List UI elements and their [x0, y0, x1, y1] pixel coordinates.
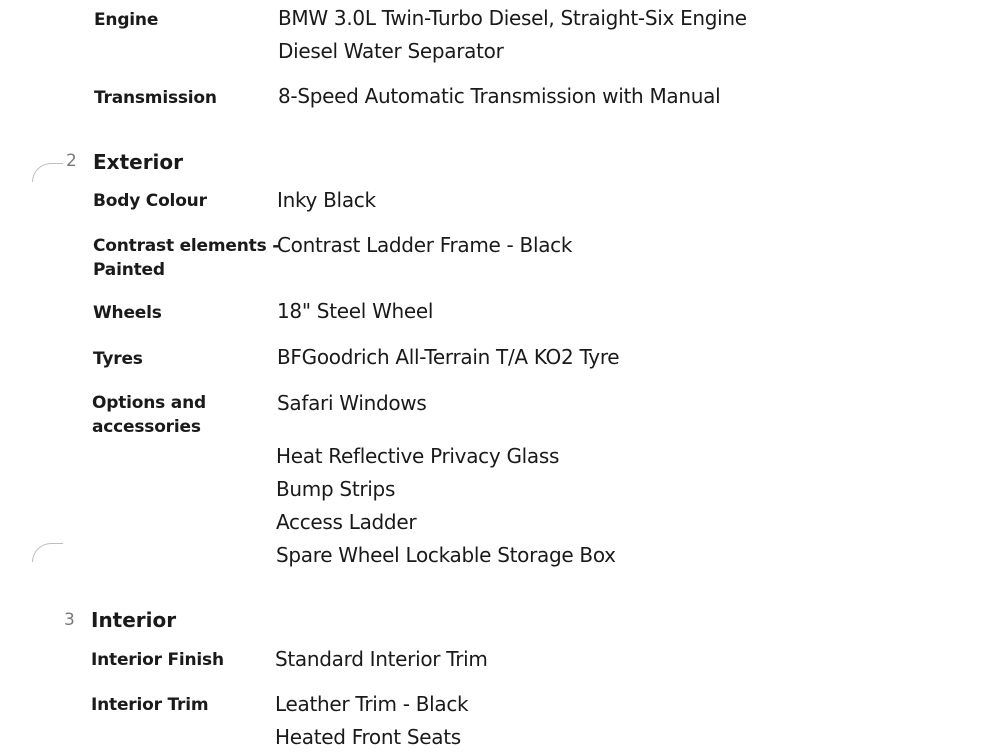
- tyres-label: Tyres: [93, 349, 143, 369]
- option-item: Access Ladder: [276, 510, 417, 534]
- section-number: 2: [66, 151, 77, 171]
- engine-value: BMW 3.0L Twin-Turbo Diesel, Straight-Six Engine: [278, 6, 747, 30]
- interior-trim-label: Interior Trim: [91, 695, 209, 715]
- body-colour-value: Inky Black: [277, 188, 376, 212]
- section-number: 3: [64, 610, 75, 630]
- option-item: Spare Wheel Lockable Storage Box: [276, 543, 616, 567]
- wheels-value: 18" Steel Wheel: [277, 299, 434, 323]
- option-item: Heat Reflective Privacy Glass: [276, 444, 560, 468]
- interior-trim-value: Leather Trim - Black: [275, 692, 469, 716]
- section-title-interior: Interior: [91, 608, 177, 632]
- transmission-value: 8-Speed Automatic Transmission with Manual: [278, 84, 721, 108]
- body-colour-label: Body Colour: [93, 191, 207, 211]
- tyres-value: BFGoodrich All-Terrain T/A KO2 Tyre: [277, 345, 620, 369]
- margin-scan-mark: [32, 543, 63, 562]
- option-item: Safari Windows: [277, 391, 427, 415]
- interior-finish-value: Standard Interior Trim: [275, 647, 488, 671]
- transmission-label: Transmission: [94, 88, 217, 108]
- contrast-elements-label: Painted: [93, 260, 165, 280]
- contrast-elements-label: Contrast elements -: [93, 236, 280, 256]
- interior-finish-label: Interior Finish: [91, 650, 224, 670]
- wheels-label: Wheels: [93, 303, 162, 323]
- contrast-elements-value: Contrast Ladder Frame - Black: [277, 233, 573, 257]
- option-item: Bump Strips: [276, 477, 396, 501]
- engine-label: Engine: [94, 10, 159, 30]
- interior-trim-value: Heated Front Seats: [275, 725, 461, 749]
- options-accessories-label: Options and: [92, 393, 206, 413]
- section-title-exterior: Exterior: [93, 150, 184, 174]
- margin-scan-mark: [32, 163, 63, 182]
- engine-value: Diesel Water Separator: [278, 39, 504, 63]
- options-accessories-label: accessories: [92, 417, 201, 437]
